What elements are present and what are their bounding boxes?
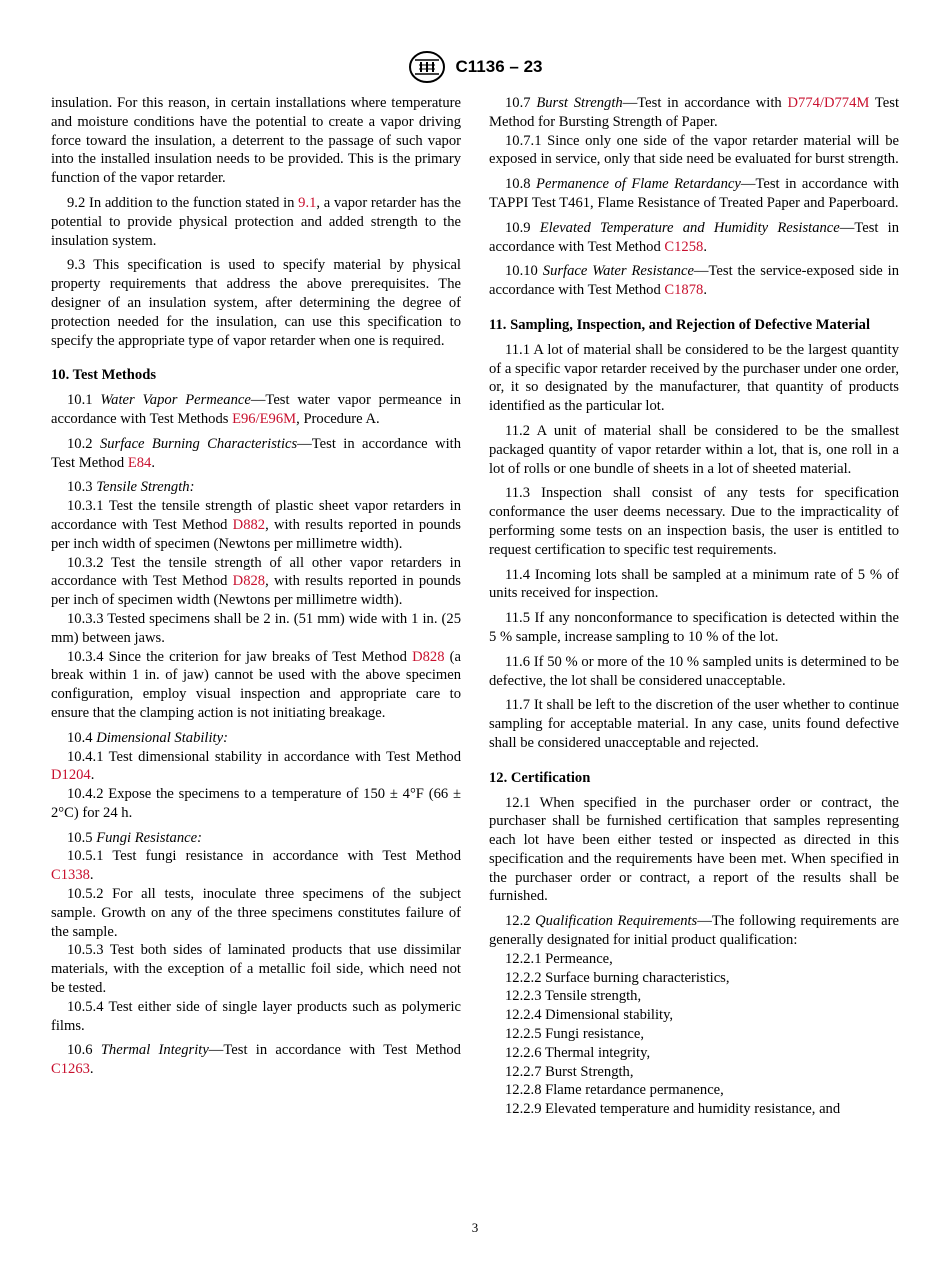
paragraph-10-3: 10.3 Tensile Strength: [67, 479, 195, 496]
paragraph-10-3-2: 10.3.2 Test the tensile strength of all other vapor retarders in accordance with Test Method D828, with results reported in pounds per inch of specimen width (Newtons per millimetre width). [51, 554, 461, 609]
paragraph-10-4-1: 10.4.1 Test dimensional stability in accordance with Test Method D1204. [51, 748, 461, 784]
paragraph-11-3: 11.3 Inspection shall consist of any tests for specification conformance the user deems necessary. Due to the impracticality of performing some tests on an inspection basis, the user is entitled to request certification to specific test requirements. [489, 485, 899, 558]
link-d774[interactable]: D774/D774M [787, 95, 870, 111]
paragraph-9-2: 9.2 In addition to the function stated in 9.1, a vapor retarder has the potential to provide physical protection and added strength to the insulation system. [51, 194, 461, 249]
paragraph-10-7-1: 10.7.1 Since only one side of the vapor retarder material will be exposed in service, only that side need be evaluated for burst strength. [489, 132, 899, 168]
paragraph-9-1-continued: insulation. For this reason, in certain installations where temperature and moisture conditions have the potential to create a vapor driving force toward the insulation, a deterrent to the passage of such vapor into the installed insulation needs to be provided. This is the primary function of the vapor retarder. [51, 95, 461, 187]
paragraph-10-8: 10.8 Permanence of Flame Retardancy—Test in accordance with TAPPI Test T461, Flame Resistance of Treated Paper and Paperboard. [489, 176, 899, 211]
paragraph-10-5-3: 10.5.3 Test both sides of laminated products that use dissimilar materials, with the exception of a metallic foil side, which need not be tested. [51, 942, 461, 997]
link-d828[interactable]: D828 [232, 573, 266, 590]
section-heading-10: 10. Test Methods [51, 367, 157, 384]
paragraph-11-4: 11.4 Incoming lots shall be sampled at a minimum rate of 5 % of units received for inspection. [489, 566, 899, 602]
section-heading-11: 11. Sampling, Inspection, and Rejection of Defective Material [489, 316, 871, 333]
link-c1878[interactable]: C1878 [664, 282, 704, 299]
paragraph-10-5-2: 10.5.2 For all tests, inoculate three specimens of the subject sample. Growth on any of the three specimens constitutes failure of the sample. [51, 886, 461, 940]
paragraph-10-10: 10.10 Surface Water Resistance—Test the service-exposed side in accordance with Test Method C1878. [489, 263, 899, 299]
paragraph-10-2: 10.2 Surface Burning Characteristics—Test in accordance with Test Method E84. [51, 435, 461, 471]
paragraph-10-3-3: 10.3.3 Tested specimens shall be 2 in. (51 mm) wide with 1 in. (25 mm) between jaws. [51, 610, 461, 646]
paragraph-9-3: 9.3 This specification is used to specify material by physical property requirements that address the above prerequisites. The designer of an insulation system, after determining the degree of protection needed for the insulation, can use this specification to specify the appropriate type of vapor retarder when one is required. [51, 257, 461, 349]
astm-logo-icon [408, 50, 446, 84]
paragraph-10-1: 10.1 Water Vapor Permeance—Test water vapor permeance in accordance with Test Methods E96/E96M, Procedure A. [51, 392, 461, 427]
qualification-list [489, 950, 899, 1119]
paragraph-10-6: 10.6 Thermal Integrity—Test in accordance with Test Method C1263. [51, 1042, 461, 1078]
link-d882[interactable]: D882 [232, 516, 266, 533]
paragraph-11-1: 11.1 A lot of material shall be considered to be the largest quantity of a specific vapor retarder received by the purchaser under one order, or, it so designated by the manufacturer, that quantity of products identified as the particular lot. [489, 341, 899, 415]
paragraph-10-9: 10.9 Elevated Temperature and Humidity Resistance—Test in accordance with Test Method C1258. [489, 219, 900, 255]
link-d1204[interactable]: D1204 [51, 767, 91, 784]
paragraph-10-5: 10.5 Fungi Resistance: [67, 829, 202, 846]
section-heading-12: 12. Certification [489, 769, 591, 786]
page-number: 3 [471, 1220, 479, 1235]
link-e84[interactable]: E84 [127, 454, 152, 471]
list-item: 12.2.4 Dimensional stability, [505, 1007, 674, 1024]
right-column [489, 94, 899, 1119]
paragraph-10-7: 10.7 Burst Strength—Test in accordance with D774/D774M Test Method for Bursting Strength of Paper. [489, 95, 900, 130]
link-d828-2[interactable]: D828 [412, 648, 445, 665]
list-item: 12.2.7 Burst Strength, [505, 1063, 634, 1080]
paragraph-10-3-4: 10.3.4 Since the criterion for jaw breaks of Test Method D828 (a break within 1 in. of jaw) cannot be used with the above specimen configuration, employ visual inspection and appropriate care to ensure that the clamping action is not initiating breakage. [51, 648, 461, 721]
list-item: 12.2.1 Permeance, [505, 950, 613, 967]
paragraph-10-4: 10.4 Dimensional Stability: [67, 729, 228, 746]
paragraph-11-2: 11.2 A unit of material shall be considered to be the smallest packaged quantity of vapor retarder within a lot, that is, one roll in a lot of rolls or one bundle of sheets in a lot of sheeted material. [489, 422, 899, 477]
paragraph-12-1: 12.1 When specified in the purchaser order or contract, the purchaser shall be furnished certification that samples representing each lot have been either tested or inspected as directed in this specification and the requirements have been met. When specified in the purchaser order or contract, a report of the results shall be furnished. [489, 794, 899, 905]
link-c1263[interactable]: C1263 [51, 1061, 90, 1078]
link-e96[interactable]: E96/E96M [232, 410, 297, 427]
list-item: 12.2.2 Surface burning characteristics, [505, 969, 730, 986]
paragraph-10-3-1: 10.3.1 Test the tensile strength of plastic sheet vapor retarders in accordance with Test Method D882, with results reported in pounds per inch width of specimen (Newtons per millimetre width). [51, 498, 461, 552]
paragraph-11-7: 11.7 It shall be left to the discretion of the user whether to continue sampling for acceptable material. In any case, units found defective shall be considered unacceptable and rejected. [489, 697, 899, 751]
list-item: 12.2.9 Elevated temperature and humidity resistance, and [505, 1101, 841, 1118]
left-column [51, 94, 461, 1079]
list-item: 12.2.3 Tensile strength, [505, 988, 642, 1005]
page-header [0, 50, 950, 84]
link-9-1[interactable]: 9.1 [298, 194, 317, 211]
link-c1338[interactable]: C1338 [51, 867, 90, 884]
list-item: 12.2.6 Thermal integrity, [505, 1044, 651, 1061]
paragraph-10-5-4: 10.5.4 Test either side of single layer products such as polymeric films. [51, 998, 461, 1034]
paragraph-10-5-1: 10.5.1 Test fungi resistance in accordance with Test Method C1338. [51, 848, 461, 884]
paragraph-12-2: 12.2 Qualification Requirements—The following requirements are generally designated for initial product qualification: [489, 913, 899, 949]
paragraph-11-6: 11.6 If 50 % or more of the 10 % sampled units is determined to be defective, the lot shall be considered unacceptable. [489, 653, 899, 689]
paragraph-11-5: 11.5 If any nonconformance to specification is detected within the 5 % sample, increase sampling to 10 % of the lot. [489, 610, 899, 645]
link-c1258[interactable]: C1258 [664, 238, 704, 255]
list-item: 12.2.8 Flame retardance permanence, [505, 1082, 724, 1099]
standard-designation: C1136 – 23 [455, 57, 543, 76]
paragraph-10-4-2: 10.4.2 Expose the specimens to a temperature of 150 ± 4°F (66 ± 2°C) for 24 h. [51, 786, 461, 821]
list-item: 12.2.5 Fungi resistance, [505, 1026, 645, 1043]
